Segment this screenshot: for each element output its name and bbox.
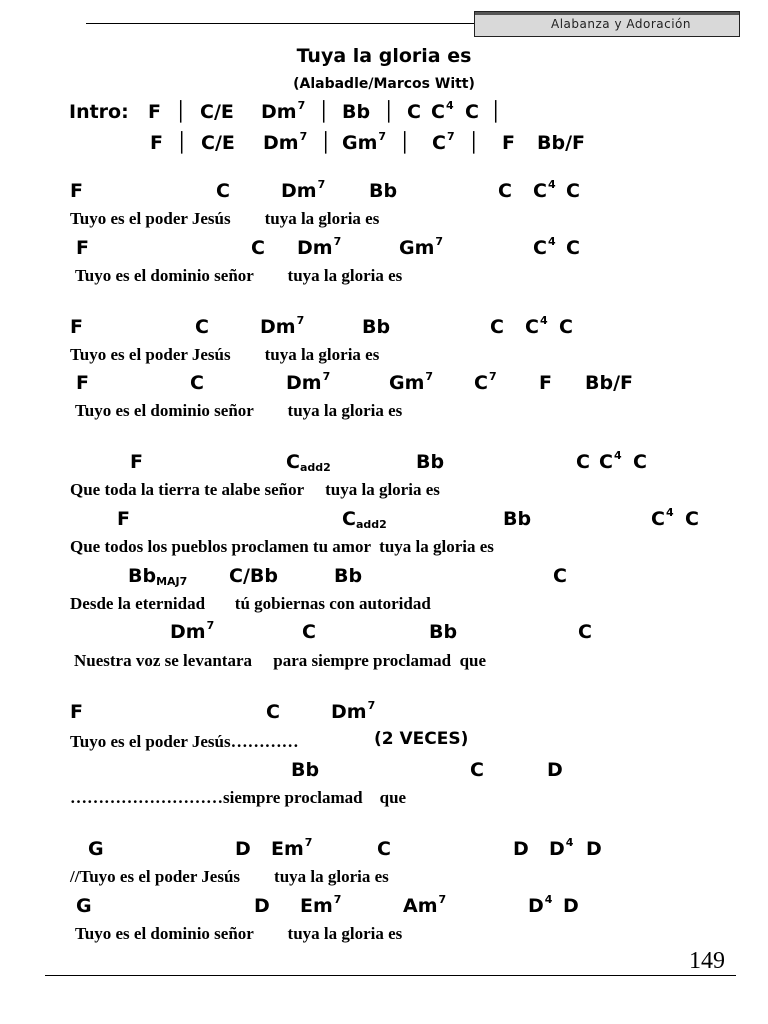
section-header [474,11,740,37]
chord: D [547,759,563,781]
chord: Dm$^7$ [261,99,306,123]
lyric-line: Que todos los pueblos proclamen tu amor tuya la gloria es [70,537,494,556]
chord: C [578,621,592,643]
chord: Am$^7$ [403,893,447,917]
chord: C [470,759,484,781]
chord: D [586,838,602,860]
bar-line: │ [490,101,502,123]
chord: F [70,180,83,202]
chord: Bb [429,621,458,643]
chord: Bb [291,759,320,781]
chord: C [553,565,567,587]
lyric-line: Nuestra voz se levantara para siempre proclamad que [74,651,487,670]
chord: Bb [362,316,391,338]
chord: Gm$^7$ [399,235,444,259]
chord: C [266,701,280,723]
chord: C [302,621,316,643]
lyric-line: Tuyo es el poder Jesús tuya la gloria es [70,209,380,228]
chord: C/Bb [229,565,278,587]
chord: C [490,316,504,338]
chord-suffix: add2 [299,461,331,474]
chord: G [76,895,92,917]
chord: $C^4$ [525,314,548,338]
repeat-note: (2 VECES) [374,729,469,749]
chord: Dm$^7$ [297,235,342,259]
chord: F [539,372,552,394]
intro-label: Intro: [69,101,129,123]
chord: C [407,101,421,123]
chord: C [633,451,647,473]
chord: Dm$^7$ [331,699,376,723]
lyric-line: //Tuyo es el poder Jesús tuya la gloria es [70,867,389,886]
chord: $C^4$ [533,178,556,202]
chord: C [195,316,209,338]
chord: Bb [369,180,398,202]
page-number: 149 [689,948,725,974]
chord: C [559,316,573,338]
chord: G [88,838,104,860]
chord: Em$^7$ [271,836,313,860]
chord: C [576,451,590,473]
lyric-line: Que toda la tierra te alabe señor tuya la gloria es [70,480,440,499]
chord: Bb [416,451,445,473]
chord: C [465,101,479,123]
chord: C [566,237,580,259]
bar-line: │ [320,132,332,154]
chord: Bb/F [585,372,634,394]
chord: Em$^7$ [300,893,342,917]
chord: $C^4$ [651,506,674,530]
chord: F [70,701,83,723]
chord: $D^4$ [549,836,574,860]
chord: $C^4$ [533,235,556,259]
lyric-line: Tuyo es el poder Jesús………… [70,732,299,751]
chord: F [502,132,515,154]
chord: F [70,316,83,338]
chord: Gm$^7$ [389,370,434,394]
chord: $C^4$ [599,449,622,473]
chord: Bb [334,565,363,587]
bar-line: │ [318,101,330,123]
lyric-line: Desde la eternidad tú gobiernas con autoridad [70,594,431,613]
lyric-line: Tuyo es el dominio señor tuya la gloria es [75,401,403,420]
chord: C [216,180,230,202]
bar-line: │ [468,132,480,154]
chord: F [117,508,130,530]
chord: D [563,895,579,917]
lyric-line: Tuyo es el dominio señor tuya la gloria es [75,924,403,943]
chord: Bb/F [537,132,586,154]
chord: D [235,838,251,860]
lyric-line: ………………………siempre proclamad que [70,788,407,807]
song-subtitle: (Alabadle/Marcos Witt) [293,76,475,92]
chord: F [150,132,163,154]
chord: Bb [503,508,532,530]
chord: $D^4$ [528,893,553,917]
bar-line: │ [399,132,411,154]
chord: $C^7$ [474,370,497,394]
header-rule [86,23,474,24]
chord: Dm$^7$ [170,619,215,643]
chord: Dm$^7$ [281,178,326,202]
bar-line: │ [175,101,187,123]
chord: D [254,895,270,917]
chord: C [377,838,391,860]
chord: D [513,838,529,860]
chord: Dm$^7$ [263,130,308,154]
lyric-line: Tuyo es el dominio señor tuya la gloria es [75,266,403,285]
chord: Dm$^7$ [286,370,331,394]
chord: C [251,237,265,259]
song-title: Tuya la gloria es [296,45,472,67]
chord: F [130,451,143,473]
chord: C [566,180,580,202]
lyric-line: Tuyo es el poder Jesús tuya la gloria es [70,345,380,364]
chord: $C^7$ [432,130,455,154]
chord: Gm$^7$ [342,130,387,154]
chord: C [685,508,699,530]
bar-line: │ [176,132,188,154]
chord: $C_{add2}$ [286,451,331,474]
chord: F [148,101,161,123]
chord: C [190,372,204,394]
chord: C/E [201,132,235,154]
chord [128,567,187,586]
chord: $C_{add2}$ [342,508,387,531]
chord: Bb [342,101,371,123]
chord: $C^4$ [431,99,454,123]
chord: Dm$^7$ [260,314,305,338]
section-label: Alabanza y Adoración [551,17,691,31]
chord: F [76,372,89,394]
chord-root: Bb [128,565,157,587]
chord-suffix: add2 [355,518,387,531]
chord: F [76,237,89,259]
footer-rule [45,975,736,976]
chord: C [498,180,512,202]
chord-suffix: MAJ7 [156,575,188,588]
chord: C/E [200,101,234,123]
bar-line: │ [383,101,395,123]
